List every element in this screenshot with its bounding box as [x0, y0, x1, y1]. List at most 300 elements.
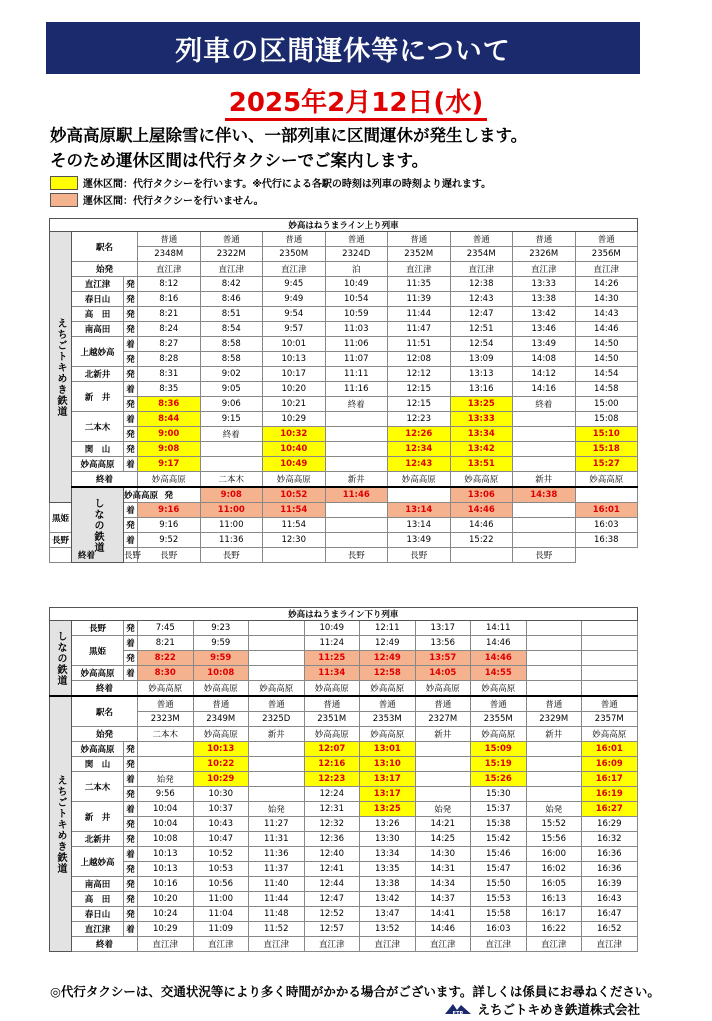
time-cell: 14:08	[513, 352, 576, 367]
time-cell: 13:25	[360, 802, 416, 817]
time-cell: 13:57	[415, 651, 471, 666]
arr-dep-mark: 着	[124, 772, 138, 787]
time-cell: 13:17	[360, 787, 416, 802]
time-cell: 11:44	[249, 892, 305, 907]
time-cell: 14:30	[575, 292, 638, 307]
station-name: 北新井	[72, 367, 124, 382]
time-cell: 11:47	[388, 322, 451, 337]
arr-dep-mark: 発	[124, 757, 138, 772]
time-cell	[582, 621, 638, 636]
time-cell	[513, 533, 576, 548]
time-cell: 14:16	[513, 382, 576, 397]
yellow-swatch-icon	[50, 176, 78, 190]
time-cell: 10:20	[263, 382, 326, 397]
train-type: 普通	[138, 232, 201, 247]
time-cell: 9:08	[138, 442, 201, 457]
train-destination: 妙高高原	[263, 472, 326, 488]
time-cell: 14:46	[471, 651, 527, 666]
time-cell: 15:09	[471, 742, 527, 757]
dest-label: 終着	[72, 937, 138, 952]
train-number: 2323M	[138, 712, 194, 727]
time-cell	[325, 457, 388, 472]
time-cell: 9:49	[263, 292, 326, 307]
train-destination: 長野	[513, 548, 576, 563]
time-cell: 10:08	[138, 832, 194, 847]
train-number: 2322M	[200, 247, 263, 262]
time-cell: 13:56	[415, 636, 471, 651]
time-cell: 11:51	[388, 337, 451, 352]
time-cell	[513, 442, 576, 457]
time-cell: 13:17	[360, 772, 416, 787]
time-cell	[325, 503, 388, 518]
down-timetable	[49, 607, 638, 952]
train-destination: 妙高高原	[450, 472, 513, 488]
table-row	[50, 412, 638, 427]
arr-dep-mark: 着	[124, 802, 138, 817]
table-row	[50, 397, 638, 412]
time-cell: 10:53	[193, 862, 249, 877]
time-cell: 12:34	[388, 442, 451, 457]
table-row	[50, 621, 638, 636]
time-cell: 12:43	[388, 457, 451, 472]
dest-row	[50, 681, 638, 697]
time-cell: 16:05	[526, 877, 582, 892]
train-destination: 妙高高原	[138, 472, 201, 488]
time-cell: 13:49	[513, 337, 576, 352]
time-cell: 12:36	[304, 832, 360, 847]
time-cell: 12:49	[360, 636, 416, 651]
time-cell	[526, 621, 582, 636]
time-cell: 12:15	[388, 382, 451, 397]
time-cell: 11:44	[388, 307, 451, 322]
train-destination: 直江津	[193, 937, 249, 952]
train-destination: 妙高高原	[575, 472, 638, 488]
table-row	[50, 503, 638, 518]
time-cell: 13:01	[360, 742, 416, 757]
time-cell: 12:58	[360, 666, 416, 681]
footnote: ◎代行タクシーは、交通状況等により多く時間がかかる場合がございます。詳しくは係員にお尋ねください。	[50, 984, 660, 999]
train-destination: 直江津	[304, 937, 360, 952]
arr-dep-mark: 着	[124, 847, 138, 862]
time-cell: 15:19	[471, 757, 527, 772]
time-cell: 16:38	[575, 533, 638, 548]
time-cell	[513, 503, 576, 518]
time-cell: 15:27	[575, 457, 638, 472]
time-cell: 12:44	[304, 877, 360, 892]
station-name: 南高田	[72, 322, 124, 337]
time-cell: 10:56	[193, 877, 249, 892]
train-destination: 妙高高原	[471, 681, 527, 697]
time-cell: 14:25	[415, 832, 471, 847]
down-caption-row	[50, 608, 638, 621]
time-cell: 始発	[415, 802, 471, 817]
time-cell: 8:54	[200, 322, 263, 337]
train-origin: 新井	[415, 727, 471, 742]
time-cell: 12:07	[304, 742, 360, 757]
time-cell: 16:43	[582, 892, 638, 907]
time-cell	[249, 742, 305, 757]
time-cell	[325, 518, 388, 533]
orange-swatch-icon	[50, 193, 78, 207]
train-destination: 長野	[200, 548, 263, 563]
lead-line-2: そのため運休区間は代行タクシーでご案内します。	[50, 151, 429, 170]
arr-dep-mark: 発	[124, 817, 138, 832]
time-cell: 16:03	[471, 922, 527, 937]
time-cell: 12:23	[304, 772, 360, 787]
train-number: 2354M	[450, 247, 513, 262]
table-row	[50, 382, 638, 397]
time-cell: 13:30	[360, 832, 416, 847]
time-cell: 11:09	[193, 922, 249, 937]
time-cell: 9:45	[263, 277, 326, 292]
train-type: 普通	[138, 696, 194, 712]
time-cell: 9:59	[193, 636, 249, 651]
time-cell	[526, 651, 582, 666]
time-cell: 13:33	[450, 412, 513, 427]
time-cell: 15:10	[575, 427, 638, 442]
station-name: 関 山	[72, 442, 124, 457]
table-row	[50, 862, 638, 877]
time-cell: 15:22	[450, 533, 513, 548]
time-cell	[415, 787, 471, 802]
time-cell: 10:49	[325, 277, 388, 292]
table-row	[50, 907, 638, 922]
line-label-toki-down: えちごトキめき鉄道	[50, 696, 72, 952]
train-origin: 新井	[526, 727, 582, 742]
time-cell: 8:12	[138, 277, 201, 292]
train-number: 2353M	[360, 712, 416, 727]
arr-dep-mark: 発	[138, 487, 201, 503]
time-cell	[249, 772, 305, 787]
time-cell: 13:10	[360, 757, 416, 772]
time-cell: 11:27	[249, 817, 305, 832]
time-cell	[526, 787, 582, 802]
time-cell: 9:15	[200, 412, 263, 427]
time-cell: 11:52	[249, 922, 305, 937]
line-label-toki-up: えちごトキめき鉄道	[50, 232, 72, 503]
time-cell: 9:00	[138, 427, 201, 442]
time-cell: 8:27	[138, 337, 201, 352]
train-destination: 新井	[325, 472, 388, 488]
time-cell: 16:22	[526, 922, 582, 937]
station-name: 妙高高原	[72, 666, 124, 681]
time-cell	[513, 457, 576, 472]
time-cell: 12:41	[304, 862, 360, 877]
time-cell	[325, 533, 388, 548]
station-name: 上越妙高	[72, 337, 124, 367]
time-cell: 15:37	[471, 802, 527, 817]
time-cell: 12:57	[304, 922, 360, 937]
dest-label: 終着	[50, 548, 124, 563]
train-destination: 妙高高原	[193, 681, 249, 697]
train-origin: 泊	[325, 262, 388, 277]
time-cell	[249, 787, 305, 802]
time-cell: 9:23	[193, 621, 249, 636]
time-cell: 9:08	[200, 487, 263, 503]
company-logo-text: ETR	[453, 1011, 464, 1017]
time-cell: 14:34	[415, 877, 471, 892]
time-cell: 16:29	[582, 817, 638, 832]
dest-row	[50, 472, 638, 488]
time-cell: 14:05	[415, 666, 471, 681]
arr-dep-mark: 発	[124, 907, 138, 922]
station-name: 二本木	[72, 772, 124, 802]
time-cell: 12:08	[388, 352, 451, 367]
train-number: 2350M	[263, 247, 326, 262]
time-cell: 10:37	[193, 802, 249, 817]
time-cell: 8:58	[200, 337, 263, 352]
train-origin: 直江津	[575, 262, 638, 277]
time-cell: 13:49	[388, 533, 451, 548]
origin-label: 始発	[72, 727, 138, 742]
time-cell: 10:24	[138, 907, 194, 922]
time-cell	[526, 666, 582, 681]
time-cell: 15:46	[471, 847, 527, 862]
time-cell	[415, 757, 471, 772]
time-cell: 16:39	[582, 877, 638, 892]
time-cell: 11:24	[304, 636, 360, 651]
time-cell	[138, 742, 194, 757]
time-cell	[513, 412, 576, 427]
arr-dep-mark: 発	[124, 742, 138, 757]
time-cell: 12:54	[450, 337, 513, 352]
time-cell: 13:51	[450, 457, 513, 472]
legend-no-taxi-text: 運休区間：代行タクシーを行いません。	[83, 196, 264, 207]
time-cell: 10:54	[325, 292, 388, 307]
train-number: 2351M	[304, 712, 360, 727]
time-cell: 11:11	[325, 367, 388, 382]
time-cell: 9:16	[138, 518, 201, 533]
time-cell: 13:14	[388, 518, 451, 533]
time-cell: 14:50	[575, 352, 638, 367]
train-number: 2349M	[193, 712, 249, 727]
train-destination	[263, 548, 326, 563]
time-cell: 14:46	[450, 518, 513, 533]
time-cell: 10:22	[193, 757, 249, 772]
date-text: 2025年2月12日(水)	[225, 88, 487, 121]
time-cell: 10:52	[263, 487, 326, 503]
table-row	[50, 742, 638, 757]
train-destination: 直江津	[138, 937, 194, 952]
time-cell: 13:13	[450, 367, 513, 382]
time-cell: 11:03	[325, 322, 388, 337]
line-label-shinano-up: しなの鉄道	[72, 487, 124, 563]
down-caption: 妙高はねうまライン下り列車	[50, 608, 638, 621]
time-cell: 14:46	[575, 322, 638, 337]
time-cell: 13:52	[360, 922, 416, 937]
train-type: 普通	[388, 232, 451, 247]
time-cell: 13:25	[450, 397, 513, 412]
train-origin: 二本木	[138, 727, 194, 742]
table-row	[50, 636, 638, 651]
legend-no-taxi	[50, 192, 264, 207]
arr-dep-mark: 発	[124, 427, 138, 442]
line-label-shinano-down: しなの鉄道	[50, 621, 72, 697]
arr-dep-mark: 着	[124, 503, 138, 518]
time-cell: 10:13	[263, 352, 326, 367]
train-destination: 妙高高原	[360, 681, 416, 697]
table-row	[50, 277, 638, 292]
time-cell: 11:00	[193, 892, 249, 907]
time-cell	[513, 518, 576, 533]
time-cell: 10:01	[263, 337, 326, 352]
time-cell: 始発	[138, 772, 194, 787]
time-cell: 13:17	[415, 621, 471, 636]
time-cell: 12:23	[388, 412, 451, 427]
time-cell	[138, 757, 194, 772]
time-cell: 9:52	[138, 533, 201, 548]
train-destination: 直江津	[471, 937, 527, 952]
time-cell: 10:20	[138, 892, 194, 907]
time-cell	[325, 412, 388, 427]
time-cell: 11:54	[263, 503, 326, 518]
train-number: 2355M	[471, 712, 527, 727]
time-cell	[575, 487, 638, 503]
train-origin: 直江津	[450, 262, 513, 277]
time-cell: 15:47	[471, 862, 527, 877]
time-cell: 16:02	[526, 862, 582, 877]
time-cell	[526, 772, 582, 787]
train-origin: 妙高高原	[193, 727, 249, 742]
time-cell: 10:17	[263, 367, 326, 382]
time-cell: 12:43	[450, 292, 513, 307]
train-number: 2327M	[415, 712, 471, 727]
station-name: 新 井	[72, 382, 124, 412]
train-destination: 長野	[388, 548, 451, 563]
arr-dep-mark: 発	[124, 892, 138, 907]
time-cell: 14:55	[471, 666, 527, 681]
table-row	[50, 772, 638, 787]
time-cell: 12:51	[450, 322, 513, 337]
time-cell	[582, 636, 638, 651]
arr-dep-mark: 発	[124, 651, 138, 666]
lead-line-1: 妙高高原駅上屋除雪に伴い、一部列車に区間運休が発生します。	[50, 126, 528, 145]
arr-dep-mark: 発	[124, 307, 138, 322]
train-destination: 長野	[124, 548, 138, 563]
time-cell: 11:39	[388, 292, 451, 307]
time-cell: 16:36	[582, 847, 638, 862]
time-cell: 14:21	[415, 817, 471, 832]
station-name: 長野	[72, 621, 124, 636]
train-type: 普通	[415, 696, 471, 712]
station-name: 関 山	[72, 757, 124, 772]
table-row	[50, 427, 638, 442]
time-cell: 13:34	[360, 847, 416, 862]
arr-dep-mark: 着	[124, 337, 138, 352]
station-name: 妙高高原	[124, 487, 138, 503]
company-logo-icon	[443, 1002, 473, 1016]
time-cell: 16:09	[582, 757, 638, 772]
train-destination	[450, 548, 513, 563]
time-cell: 13:06	[450, 487, 513, 503]
time-cell: 12:24	[304, 787, 360, 802]
train-type: 普通	[575, 232, 638, 247]
time-cell: 14:58	[575, 382, 638, 397]
time-cell: 15:18	[575, 442, 638, 457]
table-row	[50, 442, 638, 457]
table-row	[50, 322, 638, 337]
time-cell: 10:30	[193, 787, 249, 802]
time-cell: 11:35	[388, 277, 451, 292]
time-cell: 8:22	[138, 651, 194, 666]
time-cell: 10:16	[138, 877, 194, 892]
arr-dep-mark: 発	[124, 277, 138, 292]
time-cell	[388, 487, 451, 503]
time-cell: 15:38	[471, 817, 527, 832]
time-cell: 12:26	[388, 427, 451, 442]
time-cell: 11:48	[249, 907, 305, 922]
company-name	[443, 1000, 640, 1018]
train-origin: 直江津	[138, 262, 201, 277]
arr-dep-mark: 着	[124, 457, 138, 472]
time-cell: 8:21	[138, 636, 194, 651]
time-cell	[526, 742, 582, 757]
arr-dep-mark: 発	[124, 518, 138, 533]
time-cell: 11:16	[325, 382, 388, 397]
time-cell: 8:16	[138, 292, 201, 307]
train-destination	[526, 681, 582, 697]
station-name: 新 井	[72, 802, 124, 832]
time-cell: 11:06	[325, 337, 388, 352]
time-cell: 10:13	[138, 862, 194, 877]
station-name: 春日山	[72, 292, 124, 307]
train-destination: 新井	[513, 472, 576, 488]
up-caption-row	[50, 219, 638, 232]
train-destination: 妙高高原	[388, 472, 451, 488]
time-cell: 7:45	[138, 621, 194, 636]
time-cell: 12:49	[360, 651, 416, 666]
train-type: 普通	[304, 696, 360, 712]
arr-dep-mark: 発	[124, 862, 138, 877]
time-cell: 13:46	[513, 322, 576, 337]
time-cell: 16:36	[582, 862, 638, 877]
time-cell: 10:04	[138, 802, 194, 817]
time-cell: 10:29	[193, 772, 249, 787]
table-row	[50, 817, 638, 832]
time-cell: 10:29	[138, 922, 194, 937]
train-origin: 直江津	[263, 262, 326, 277]
dest-label: 終着	[72, 472, 138, 488]
table-row	[50, 487, 638, 503]
down-origin-row	[50, 727, 638, 742]
time-cell: 9:57	[263, 322, 326, 337]
arr-dep-mark: 発	[124, 621, 138, 636]
time-cell: 14:54	[575, 367, 638, 382]
time-cell: 15:08	[575, 412, 638, 427]
time-cell: 11:07	[325, 352, 388, 367]
legend-taxi	[50, 175, 491, 190]
time-cell: 12:31	[304, 802, 360, 817]
time-cell: 8:24	[138, 322, 201, 337]
time-cell: 11:31	[249, 832, 305, 847]
train-number: 2324D	[325, 247, 388, 262]
time-cell: 11:40	[249, 877, 305, 892]
time-cell	[249, 651, 305, 666]
station-name: 妙高高原	[72, 742, 124, 757]
time-cell: 13:14	[388, 503, 451, 518]
time-cell: 終着	[325, 397, 388, 412]
time-cell: 16:27	[582, 802, 638, 817]
time-cell	[526, 757, 582, 772]
train-destination: 長野	[325, 548, 388, 563]
train-origin: 新井	[249, 727, 305, 742]
arr-dep-mark: 発	[124, 832, 138, 847]
up-number-row	[50, 247, 638, 262]
time-cell: 15:58	[471, 907, 527, 922]
time-cell: 11:00	[200, 518, 263, 533]
train-destination: 直江津	[415, 937, 471, 952]
train-origin: 妙高高原	[582, 727, 638, 742]
